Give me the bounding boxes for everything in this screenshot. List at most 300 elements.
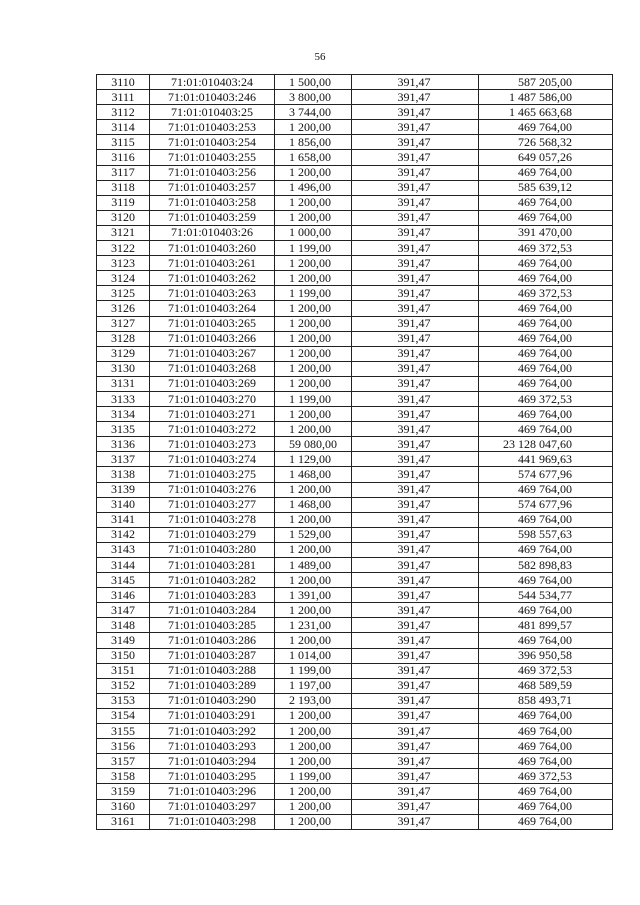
area-cell: 1 200,00: [275, 814, 352, 829]
cadastral-number-cell: 71:01:010403:285: [150, 618, 275, 633]
cadastral-number-cell: 71:01:010403:255: [150, 150, 275, 165]
rate-cell: 391,47: [352, 558, 479, 573]
area-cell: 1 200,00: [275, 724, 352, 739]
rate-cell: 391,47: [352, 633, 479, 648]
row-number-cell: 3139: [97, 482, 150, 497]
table-row: [97, 286, 613, 301]
cadastral-value-cell: 396 950,58: [479, 648, 613, 663]
table-row: [97, 376, 613, 391]
rate-cell: 391,47: [352, 739, 479, 754]
row-number-cell: 3143: [97, 542, 150, 557]
row-number-cell: 3115: [97, 135, 150, 150]
cadastral-number-cell: 71:01:010403:267: [150, 346, 275, 361]
row-number-cell: 3152: [97, 678, 150, 693]
cadastral-value-cell: 391 470,00: [479, 225, 613, 240]
cadastral-number-cell: 71:01:010403:256: [150, 165, 275, 180]
cadastral-value-cell: 726 568,32: [479, 135, 613, 150]
table-row: [97, 603, 613, 618]
row-number-cell: 3121: [97, 225, 150, 240]
rate-cell: 391,47: [352, 588, 479, 603]
cadastral-value-cell: 469 372,53: [479, 769, 613, 784]
table-row: [97, 391, 613, 406]
row-number-cell: 3144: [97, 558, 150, 573]
row-number-cell: 3117: [97, 165, 150, 180]
area-cell: 1 200,00: [275, 573, 352, 588]
area-cell: 1 200,00: [275, 331, 352, 346]
table-row: [97, 799, 613, 814]
table-row: [97, 633, 613, 648]
rate-cell: 391,47: [352, 467, 479, 482]
area-cell: 1 000,00: [275, 225, 352, 240]
area-cell: 1 200,00: [275, 256, 352, 271]
row-number-cell: 3149: [97, 633, 150, 648]
rate-cell: 391,47: [352, 165, 479, 180]
rate-cell: 391,47: [352, 754, 479, 769]
cadastral-value-cell: 469 764,00: [479, 754, 613, 769]
row-number-cell: 3156: [97, 739, 150, 754]
cadastral-number-cell: 71:01:010403:294: [150, 754, 275, 769]
cadastral-value-cell: 469 764,00: [479, 256, 613, 271]
area-cell: 1 200,00: [275, 754, 352, 769]
area-cell: 1 468,00: [275, 497, 352, 512]
cadastral-value-cell: 585 639,12: [479, 180, 613, 195]
area-cell: 3 800,00: [275, 90, 352, 105]
table-row: [97, 301, 613, 316]
cadastral-number-cell: 71:01:010403:258: [150, 195, 275, 210]
row-number-cell: 3138: [97, 467, 150, 482]
table-row: [97, 452, 613, 467]
row-number-cell: 3140: [97, 497, 150, 512]
rate-cell: 391,47: [352, 603, 479, 618]
area-cell: 1 391,00: [275, 588, 352, 603]
cadastral-number-cell: 71:01:010403:286: [150, 633, 275, 648]
table-row: [97, 678, 613, 693]
table-row: [97, 331, 613, 346]
row-number-cell: 3136: [97, 437, 150, 452]
table-row: [97, 180, 613, 195]
rate-cell: 391,47: [352, 422, 479, 437]
rate-cell: 391,47: [352, 799, 479, 814]
cadastral-value-cell: 469 764,00: [479, 482, 613, 497]
cadastral-number-cell: 71:01:010403:281: [150, 558, 275, 573]
cadastral-value-cell: 469 764,00: [479, 799, 613, 814]
cadastral-value-cell: 544 534,77: [479, 588, 613, 603]
cadastral-number-cell: 71:01:010403:260: [150, 241, 275, 256]
area-cell: 1 200,00: [275, 633, 352, 648]
cadastral-value-cell: 858 493,71: [479, 693, 613, 708]
table-row: [97, 512, 613, 527]
cadastral-number-cell: 71:01:010403:296: [150, 784, 275, 799]
table-row: [97, 346, 613, 361]
rate-cell: 391,47: [352, 437, 479, 452]
rate-cell: 391,47: [352, 195, 479, 210]
area-cell: 1 231,00: [275, 618, 352, 633]
cadastral-value-cell: 469 372,53: [479, 663, 613, 678]
rate-cell: 391,47: [352, 346, 479, 361]
row-number-cell: 3160: [97, 799, 150, 814]
cadastral-value-cell: 469 764,00: [479, 739, 613, 754]
rate-cell: 391,47: [352, 286, 479, 301]
cadastral-number-cell: 71:01:010403:293: [150, 739, 275, 754]
cadastral-number-cell: 71:01:010403:287: [150, 648, 275, 663]
table-row: [97, 663, 613, 678]
cadastral-number-cell: 71:01:010403:297: [150, 799, 275, 814]
row-number-cell: 3137: [97, 452, 150, 467]
cadastral-value-cell: 469 764,00: [479, 784, 613, 799]
cadastral-number-cell: 71:01:010403:268: [150, 361, 275, 376]
row-number-cell: 3158: [97, 769, 150, 784]
cadastral-value-cell: 469 764,00: [479, 331, 613, 346]
rate-cell: 391,47: [352, 105, 479, 120]
rate-cell: 391,47: [352, 210, 479, 225]
row-number-cell: 3131: [97, 376, 150, 391]
rate-cell: 391,47: [352, 331, 479, 346]
rate-cell: 391,47: [352, 135, 479, 150]
cadastral-value-cell: 469 764,00: [479, 271, 613, 286]
row-number-cell: 3148: [97, 618, 150, 633]
cadastral-value-cell: 598 557,63: [479, 527, 613, 542]
table-row: [97, 724, 613, 739]
area-cell: 1 200,00: [275, 482, 352, 497]
row-number-cell: 3122: [97, 241, 150, 256]
rate-cell: 391,47: [352, 512, 479, 527]
table-row: [97, 90, 613, 105]
row-number-cell: 3154: [97, 708, 150, 723]
area-cell: 1 200,00: [275, 407, 352, 422]
area-cell: 1 200,00: [275, 210, 352, 225]
table-row: [97, 241, 613, 256]
cadastral-number-cell: 71:01:010403:264: [150, 301, 275, 316]
table-body: [97, 75, 613, 830]
cadastral-number-cell: 71:01:010403:265: [150, 316, 275, 331]
table-row: [97, 542, 613, 557]
rate-cell: 391,47: [352, 693, 479, 708]
cadastral-value-cell: 469 764,00: [479, 210, 613, 225]
cadastral-value-cell: 469 372,53: [479, 241, 613, 256]
table-row: [97, 195, 613, 210]
area-cell: 1 200,00: [275, 739, 352, 754]
cadastral-value-cell: 469 764,00: [479, 165, 613, 180]
rate-cell: 391,47: [352, 316, 479, 331]
rate-cell: 391,47: [352, 376, 479, 391]
area-cell: 3 744,00: [275, 105, 352, 120]
rate-cell: 391,47: [352, 618, 479, 633]
area-cell: 1 200,00: [275, 512, 352, 527]
rate-cell: 391,47: [352, 708, 479, 723]
area-cell: 1 200,00: [275, 165, 352, 180]
table-row: [97, 120, 613, 135]
row-number-cell: 3112: [97, 105, 150, 120]
area-cell: 1 200,00: [275, 376, 352, 391]
table-row: [97, 165, 613, 180]
table-row: [97, 588, 613, 603]
cadastral-value-cell: 469 764,00: [479, 407, 613, 422]
area-cell: 1 658,00: [275, 150, 352, 165]
rate-cell: 391,47: [352, 452, 479, 467]
row-number-cell: 3146: [97, 588, 150, 603]
rate-cell: 391,47: [352, 241, 479, 256]
rate-cell: 391,47: [352, 75, 479, 90]
rate-cell: 391,47: [352, 497, 479, 512]
cadastral-value-table: [96, 74, 613, 830]
row-number-cell: 3133: [97, 391, 150, 406]
table-row: [97, 361, 613, 376]
table-row: [97, 618, 613, 633]
table-row: [97, 784, 613, 799]
table-row: [97, 693, 613, 708]
table-row: [97, 316, 613, 331]
cadastral-value-cell: 649 057,26: [479, 150, 613, 165]
cadastral-number-cell: 71:01:010403:298: [150, 814, 275, 829]
area-cell: 1 200,00: [275, 316, 352, 331]
row-number-cell: 3155: [97, 724, 150, 739]
rate-cell: 391,47: [352, 120, 479, 135]
rate-cell: 391,47: [352, 150, 479, 165]
cadastral-number-cell: 71:01:010403:269: [150, 376, 275, 391]
row-number-cell: 3145: [97, 573, 150, 588]
row-number-cell: 3128: [97, 331, 150, 346]
row-number-cell: 3118: [97, 180, 150, 195]
area-cell: 59 080,00: [275, 437, 352, 452]
row-number-cell: 3151: [97, 663, 150, 678]
rate-cell: 391,47: [352, 391, 479, 406]
cadastral-value-cell: 469 764,00: [479, 120, 613, 135]
cadastral-number-cell: 71:01:010403:270: [150, 391, 275, 406]
row-number-cell: 3142: [97, 527, 150, 542]
rate-cell: 391,47: [352, 542, 479, 557]
row-number-cell: 3116: [97, 150, 150, 165]
cadastral-number-cell: 71:01:010403:278: [150, 512, 275, 527]
row-number-cell: 3111: [97, 90, 150, 105]
row-number-cell: 3150: [97, 648, 150, 663]
cadastral-value-cell: 469 764,00: [479, 316, 613, 331]
row-number-cell: 3119: [97, 195, 150, 210]
row-number-cell: 3120: [97, 210, 150, 225]
table-row: [97, 648, 613, 663]
cadastral-value-cell: 469 764,00: [479, 346, 613, 361]
cadastral-number-cell: 71:01:010403:263: [150, 286, 275, 301]
rate-cell: 391,47: [352, 527, 479, 542]
area-cell: 1 197,00: [275, 678, 352, 693]
cadastral-value-cell: 468 589,59: [479, 678, 613, 693]
cadastral-number-cell: 71:01:010403:272: [150, 422, 275, 437]
cadastral-number-cell: 71:01:010403:288: [150, 663, 275, 678]
area-cell: 1 200,00: [275, 422, 352, 437]
rate-cell: 391,47: [352, 361, 479, 376]
rate-cell: 391,47: [352, 271, 479, 286]
area-cell: 1 529,00: [275, 527, 352, 542]
cadastral-value-cell: 469 764,00: [479, 195, 613, 210]
cadastral-value-cell: 1 487 586,00: [479, 90, 613, 105]
cadastral-number-cell: 71:01:010403:275: [150, 467, 275, 482]
cadastral-value-cell: 469 764,00: [479, 512, 613, 527]
cadastral-number-cell: 71:01:010403:284: [150, 603, 275, 618]
table-row: [97, 422, 613, 437]
row-number-cell: 3114: [97, 120, 150, 135]
table-row: [97, 708, 613, 723]
area-cell: 1 129,00: [275, 452, 352, 467]
cadastral-number-cell: 71:01:010403:271: [150, 407, 275, 422]
cadastral-number-cell: 71:01:010403:279: [150, 527, 275, 542]
area-cell: 1 199,00: [275, 286, 352, 301]
row-number-cell: 3134: [97, 407, 150, 422]
row-number-cell: 3123: [97, 256, 150, 271]
area-cell: 1 200,00: [275, 271, 352, 286]
row-number-cell: 3130: [97, 361, 150, 376]
cadastral-number-cell: 71:01:010403:274: [150, 452, 275, 467]
area-cell: 1 199,00: [275, 769, 352, 784]
cadastral-number-cell: 71:01:010403:254: [150, 135, 275, 150]
rate-cell: 391,47: [352, 256, 479, 271]
table-row: [97, 769, 613, 784]
area-cell: 1 500,00: [275, 75, 352, 90]
cadastral-value-cell: 574 677,96: [479, 467, 613, 482]
cadastral-number-cell: 71:01:010403:282: [150, 573, 275, 588]
cadastral-number-cell: 71:01:010403:291: [150, 708, 275, 723]
row-number-cell: 3141: [97, 512, 150, 527]
row-number-cell: 3147: [97, 603, 150, 618]
table-row: [97, 527, 613, 542]
area-cell: 1 200,00: [275, 784, 352, 799]
row-number-cell: 3159: [97, 784, 150, 799]
table-row: [97, 437, 613, 452]
cadastral-number-cell: 71:01:010403:25: [150, 105, 275, 120]
cadastral-number-cell: 71:01:010403:26: [150, 225, 275, 240]
rate-cell: 391,47: [352, 482, 479, 497]
table-row: [97, 739, 613, 754]
row-number-cell: 3125: [97, 286, 150, 301]
cadastral-value-cell: 469 764,00: [479, 603, 613, 618]
rate-cell: 391,47: [352, 814, 479, 829]
rate-cell: 391,47: [352, 724, 479, 739]
table-row: [97, 497, 613, 512]
row-number-cell: 3135: [97, 422, 150, 437]
row-number-cell: 3153: [97, 693, 150, 708]
area-cell: 1 468,00: [275, 467, 352, 482]
cadastral-number-cell: 71:01:010403:283: [150, 588, 275, 603]
cadastral-number-cell: 71:01:010403:292: [150, 724, 275, 739]
row-number-cell: 3161: [97, 814, 150, 829]
cadastral-value-cell: 574 677,96: [479, 497, 613, 512]
table-row: [97, 150, 613, 165]
rate-cell: 391,47: [352, 301, 479, 316]
cadastral-value-cell: 481 899,57: [479, 618, 613, 633]
area-cell: 1 014,00: [275, 648, 352, 663]
area-cell: 1 200,00: [275, 301, 352, 316]
rate-cell: 391,47: [352, 225, 479, 240]
cadastral-number-cell: 71:01:010403:257: [150, 180, 275, 195]
cadastral-value-cell: 469 764,00: [479, 361, 613, 376]
row-number-cell: 3127: [97, 316, 150, 331]
row-number-cell: 3157: [97, 754, 150, 769]
area-cell: 1 200,00: [275, 799, 352, 814]
table-row: [97, 558, 613, 573]
row-number-cell: 3129: [97, 346, 150, 361]
cadastral-number-cell: 71:01:010403:261: [150, 256, 275, 271]
area-cell: 1 200,00: [275, 346, 352, 361]
cadastral-number-cell: 71:01:010403:277: [150, 497, 275, 512]
rate-cell: 391,47: [352, 573, 479, 588]
table-row: [97, 271, 613, 286]
cadastral-number-cell: 71:01:010403:280: [150, 542, 275, 557]
cadastral-value-cell: 469 764,00: [479, 633, 613, 648]
row-number-cell: 3110: [97, 75, 150, 90]
cadastral-number-cell: 71:01:010403:276: [150, 482, 275, 497]
cadastral-number-cell: 71:01:010403:24: [150, 75, 275, 90]
table-row: [97, 105, 613, 120]
cadastral-number-cell: 71:01:010403:266: [150, 331, 275, 346]
table-row: [97, 135, 613, 150]
rate-cell: 391,47: [352, 648, 479, 663]
table-row: [97, 482, 613, 497]
rate-cell: 391,47: [352, 663, 479, 678]
rate-cell: 391,47: [352, 180, 479, 195]
table-row: [97, 467, 613, 482]
table-row: [97, 256, 613, 271]
page-number: 56: [314, 51, 326, 63]
row-number-cell: 3126: [97, 301, 150, 316]
rate-cell: 391,47: [352, 784, 479, 799]
rate-cell: 391,47: [352, 407, 479, 422]
cadastral-value-cell: 582 898,83: [479, 558, 613, 573]
cadastral-value-cell: 469 764,00: [479, 724, 613, 739]
table-row: [97, 225, 613, 240]
table-row: [97, 754, 613, 769]
cadastral-value-cell: 469 764,00: [479, 542, 613, 557]
area-cell: 1 199,00: [275, 391, 352, 406]
cadastral-number-cell: 71:01:010403:273: [150, 437, 275, 452]
cadastral-value-cell: 1 465 663,68: [479, 105, 613, 120]
cadastral-number-cell: 71:01:010403:259: [150, 210, 275, 225]
area-cell: 1 856,00: [275, 135, 352, 150]
cadastral-value-cell: 469 372,53: [479, 391, 613, 406]
cadastral-value-cell: 469 372,53: [479, 286, 613, 301]
area-cell: 2 193,00: [275, 693, 352, 708]
cadastral-number-cell: 71:01:010403:290: [150, 693, 275, 708]
rate-cell: 391,47: [352, 678, 479, 693]
area-cell: 1 200,00: [275, 603, 352, 618]
table-row: [97, 75, 613, 90]
cadastral-number-cell: 71:01:010403:246: [150, 90, 275, 105]
cadastral-number-cell: 71:01:010403:289: [150, 678, 275, 693]
area-cell: 1 200,00: [275, 195, 352, 210]
cadastral-value-cell: 469 764,00: [479, 422, 613, 437]
cadastral-number-cell: 71:01:010403:295: [150, 769, 275, 784]
area-cell: 1 199,00: [275, 663, 352, 678]
cadastral-value-cell: 23 128 047,60: [479, 437, 613, 452]
cadastral-number-cell: 71:01:010403:262: [150, 271, 275, 286]
row-number-cell: 3124: [97, 271, 150, 286]
cadastral-value-cell: 469 764,00: [479, 376, 613, 391]
cadastral-value-cell: 441 969,63: [479, 452, 613, 467]
rate-cell: 391,47: [352, 769, 479, 784]
cadastral-value-cell: 469 764,00: [479, 573, 613, 588]
area-cell: 1 200,00: [275, 361, 352, 376]
area-cell: 1 200,00: [275, 708, 352, 723]
table-row: [97, 814, 613, 829]
area-cell: 1 496,00: [275, 180, 352, 195]
area-cell: 1 199,00: [275, 241, 352, 256]
area-cell: 1 489,00: [275, 558, 352, 573]
cadastral-value-cell: 587 205,00: [479, 75, 613, 90]
cadastral-number-cell: 71:01:010403:253: [150, 120, 275, 135]
rate-cell: 391,47: [352, 90, 479, 105]
table-row: [97, 573, 613, 588]
table-row: [97, 210, 613, 225]
cadastral-value-cell: 469 764,00: [479, 301, 613, 316]
cadastral-value-cell: 469 764,00: [479, 708, 613, 723]
table-row: [97, 407, 613, 422]
